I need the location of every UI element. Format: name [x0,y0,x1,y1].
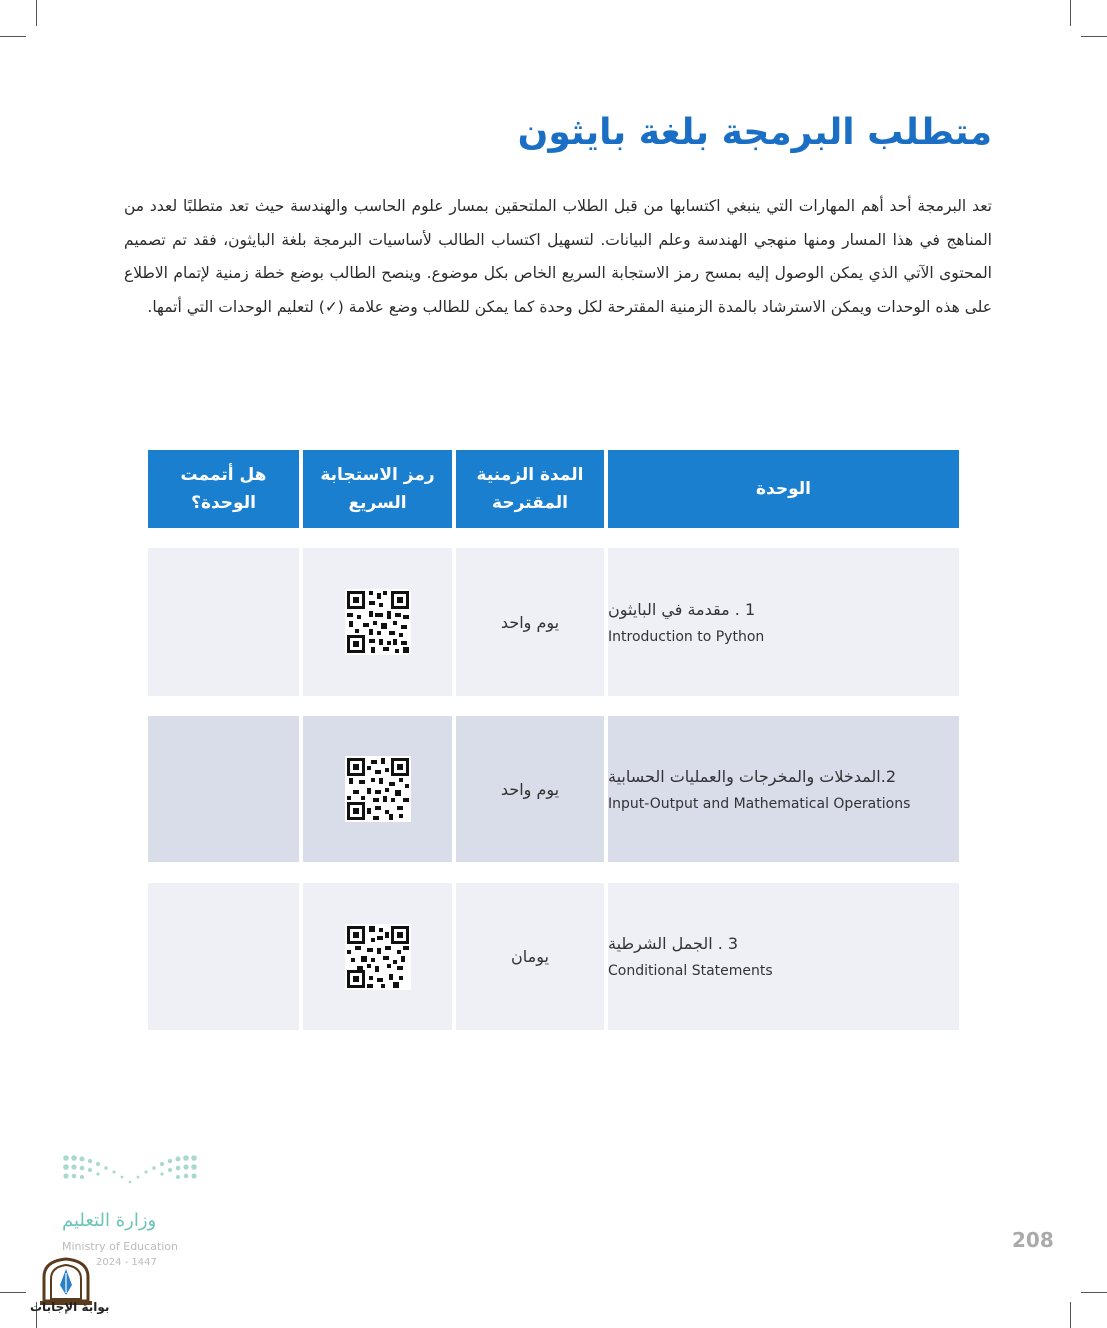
header-qr: رمز الاستجابة السريع [303,450,452,528]
qr-code-icon[interactable] [345,756,411,822]
ministry-name-ar: وزارة التعليم [62,1210,157,1231]
ministry-logo-icon [60,1150,200,1200]
table-row-qr[interactable] [303,716,452,862]
table-row-duration: يوم واحد [456,716,604,862]
crop-mark [36,0,37,26]
qr-code-icon[interactable] [345,589,411,655]
crop-mark [0,1292,26,1293]
unit-title-ar: 1 . مقدمة في البايثون [608,599,756,619]
crop-mark [1081,1292,1107,1293]
table-row-unit [608,716,959,862]
table-row-duration: يوم واحد [456,548,604,696]
table-row-done[interactable] [148,548,299,696]
crop-mark [1070,0,1071,26]
unit-title-ar: 3 . الجمل الشرطية [608,934,739,953]
crop-mark [0,36,26,37]
crop-mark [1070,1302,1071,1328]
table-row-qr[interactable] [303,548,452,696]
table-row-unit [608,548,959,696]
table-row-done[interactable] [148,716,299,862]
header-unit: الوحدة [608,450,959,528]
ministry-year: 2024 - 1447 [96,1257,157,1268]
table-row-duration: يومان [456,883,604,1030]
unit-title-en: Introduction to Python [608,628,765,645]
unit-title-ar: 2.المدخلات والمخرجات والعمليات الحسابية [608,766,897,786]
intro-paragraph: تعد البرمجة أحد أهم المهارات التي ينبغي اكتسابها من قبل الطلاب الملتحقين بمسار علوم الحاسب والهندسة حيث تعد متطلبًا لعدد من المناهج في هذا المسار ومنها منهجي الهندسة وعلم البيانات. لتسهيل اكتساب الطالب لأساسيات البرمجة بلغة البايثون، فقد تم تصميم المحتوى الآتي الذي يمكن الوصول إليه بمسح رمز الاستجابة السريع الخاص بكل موضوع. وينصح الطالب بوضع خطة زمنية لإتمام الاطلاع على هذه الوحدات ويمكن الاسترشاد بالمدة الزمنية المقترحة لكل وحدة كما يمكن للطالب وضع علامة (✓) لتعليم الوحدات التي أتمها. [124,197,992,316]
header-done: هل أتممت الوحدة؟ [148,450,299,528]
unit-title-en: Input-Output and Mathematical Operations [608,795,911,812]
ministry-name-en: Ministry of Education [62,1240,179,1253]
unit-title-en: Conditional Statements [608,963,773,979]
page-title: متطلب البرمجة بلغة بايثون [517,112,992,153]
table-row-done[interactable] [148,883,299,1030]
page-number: 208 [1012,1228,1054,1252]
header-duration: المدة الزمنية المقترحة [456,450,604,528]
table-row-qr[interactable] [303,883,452,1030]
table-row-unit [608,883,959,1030]
crop-mark [1081,36,1107,37]
answers-portal-label: بوابة الإجابات [30,1300,110,1314]
qr-code-icon[interactable] [345,924,411,990]
